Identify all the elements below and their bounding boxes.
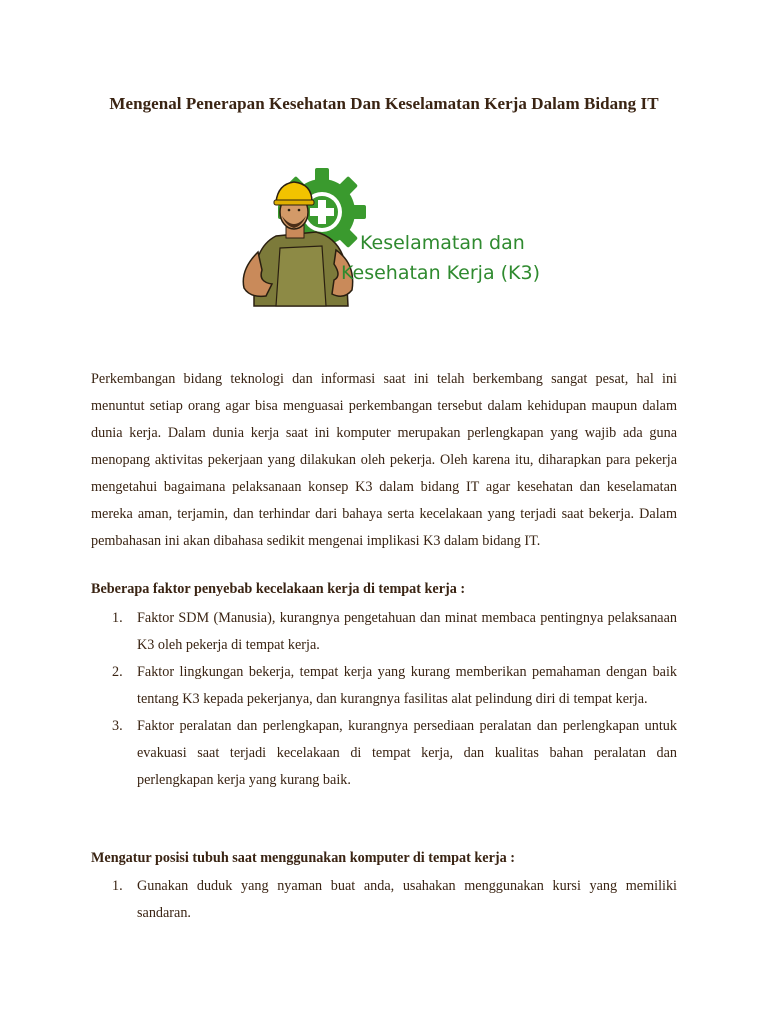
- logo-title-line2: Kesehatan Kerja (K3): [341, 262, 540, 284]
- list-item: [91, 713, 677, 794]
- section-heading-causes: Beberapa faktor penyebab kecelakaan kerja di tempat kerja :: [91, 581, 466, 597]
- list-item-text: Gunakan duduk yang nyaman buat anda, usahakan menggunakan kursi yang memiliki sandaran.: [137, 878, 677, 921]
- intro-paragraph: Perkembangan bidang teknologi dan informasi saat ini telah berkembang sangat pesat, hal ini menuntut setiap orang agar bisa menguasai perkembangan tersebut dalam kehidupan maupun dalam dunia kerja. Dalam dunia kerja saat ini komputer merupakan perlengkapan yang wajib ada guna menopang aktivitas pekerjaan yang dilakukan oleh pekerja. Oleh karena itu, diharapkan para pekerja mengetahui bagaimana pelaksanaan konsep K3 dalam bidang IT agar kesehatan dan keselamatan mereka aman, terjamin, dan terhindar dari bahaya serta kecelakaan yang terjadi saat bekerja. Dalam pembahasan ini akan dibahasa sedikit mengenai implikasi K3 dalam bidang IT.: [91, 371, 677, 549]
- list-item-number: 2.: [112, 664, 123, 680]
- list-item: [91, 605, 677, 659]
- list-item-number: 3.: [112, 718, 123, 734]
- list-item-number: 1.: [112, 878, 123, 894]
- list-item: [91, 659, 677, 713]
- list-item: [91, 873, 677, 927]
- list-item-text: Faktor SDM (Manusia), kurangnya pengetahuan dan minat membaca pentingnya pelaksanaan K3 oleh pekerja di tempat kerja.: [137, 610, 677, 653]
- list-item-text: Faktor lingkungan bekerja, tempat kerja yang kurang memberikan pemahaman dengan baik tentang K3 kepada pekerjanya, dan kurangnya fasilitas alat pelindung diri di tempat kerja.: [137, 664, 677, 707]
- posture-list: [91, 873, 677, 927]
- list-item-text: Faktor peralatan dan perlengkapan, kurangnya persediaan peralatan dan perlengkapan untuk evakuasi saat terjadi kecelakaan di tempat kerja, dan kualitas bahan peralatan dan perlengkapan kerja yang kurang baik.: [137, 718, 677, 788]
- list-item-number: 1.: [112, 610, 123, 626]
- causes-list: [91, 605, 677, 794]
- document-title: Mengenal Penerapan Kesehatan Dan Keselamatan Kerja Dalam Bidang IT: [109, 94, 659, 113]
- logo-title-line1: Keselamatan dan: [360, 232, 525, 254]
- section-heading-posture: Mengatur posisi tubuh saat menggunakan komputer di tempat kerja :: [91, 850, 515, 866]
